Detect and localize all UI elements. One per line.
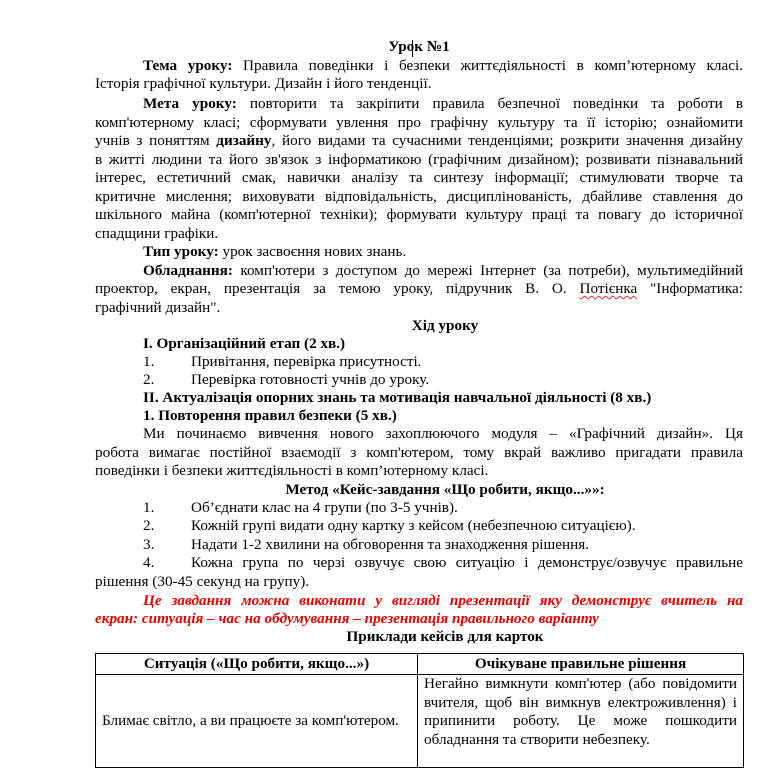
goal-line-3: учнів з поняттям дизайну, його видами та сучасними тенденціями; розкрити значення дизайну <box>95 132 743 149</box>
equipment-line-1: Обладнання: комп'ютери з доступом до мережі Інтернет (за потреби), мультимедійний <box>143 262 743 279</box>
equipment-line-3: графічний дизайн". <box>95 299 221 316</box>
table-header-row <box>96 654 744 675</box>
topic-label: Тема уроку: <box>143 57 233 74</box>
goal-bold-word: дизайну <box>216 132 272 149</box>
column-header-situation: Ситуація («Що робити, якщо...») <box>96 654 418 675</box>
cases-table <box>95 653 744 768</box>
section1-line-2: робота вимагає постійної взаємодії з комп'ютером, тому вкрай важливо пригадати правила <box>95 444 743 461</box>
lesson-type-line <box>143 243 406 261</box>
cases-heading: Приклади кейсів для карток <box>346 628 544 645</box>
goal-line-6: критичне мислення; виховувати відповідальність, дисциплінованість, дбайливе ставлення до <box>95 188 743 205</box>
situation-cell: Блимає світло, а ви працюєте за комп'ютером. <box>96 675 418 768</box>
lesson-title: Урок №1 <box>388 38 450 55</box>
note-line-2: екран: ситуація – час на обдумування – презентація правильного варіанту <box>95 610 599 627</box>
goal-line-1: Мета уроку: повторити та закріпити правила безпечної поведінки та роботи в <box>143 95 743 112</box>
flagged-word[interactable]: Потієнка <box>579 280 638 297</box>
topic-line-1: Тема уроку: Правила поведінки і безпеки життєдіяльності в комп’ютерному класі. <box>143 57 744 74</box>
stage2-heading: II. Актуалізація опорних знань та мотивація навчальної діяльності (8 хв.) <box>143 389 652 406</box>
goal-line-7: шкільного майна (комп'ютерної техніки); формувати культуру праці та повагу до історичної <box>95 206 743 223</box>
lesson-type-text: урок засвоєння нових знань. <box>222 243 407 260</box>
column-header-solution: Очікуване правильне рішення <box>418 654 744 675</box>
method-heading: Метод «Кейс-завдання «Що робити, якщо...»»: <box>285 481 605 498</box>
method-item-4-line-1: Кожна група по черзі озвучує свою ситуацію і демонструє/озвучує правильне <box>191 554 743 571</box>
section1-line-1: Ми починаємо вивчення нового захоплюючого модуля – «Графічний дизайн». Ця <box>143 425 743 442</box>
section1-line-3: поведінки і безпеки життєдіяльності в комп’ютерному класі. <box>95 462 489 479</box>
equipment-line-2: проектор, екран, презентація за темою уроку, підручник В. О. Потієнка "Інформатика: <box>95 280 743 297</box>
stage1-heading: I. Організаційний етап (2 хв.) <box>143 335 346 352</box>
lesson-type-label: Тип уроку: <box>143 243 219 260</box>
course-heading: Хід уроку <box>411 317 479 334</box>
table-row <box>96 675 744 768</box>
document-page: Урок №1 Тема уроку: Правила поведінки і безпеки життєдіяльності в комп’ютерному класі. Історія графічної культури. Дизайн і його тенденції. Мета уроку: повторити та закріпити правила безпечної поведінки та роботи в комп'ютерному класі; сформувати увлення про графічну культуру та її історію; ознайомити учнів з поняттям дизайну, його видами та сучасними тенденціями; розкрити значення дизайну в житті людини та його зв'язок з інформатикою (графічним дизайном); розвивати пізнавальний інтерес, естетичний смак, навички аналізу та синтезу інформації; стимулювати творче та критичне мислення; виховувати відповідальність, дисциплінованість, дбайливе ставлення до шкільного майна (комп'ютерної техніки); формувати культуру праці та повагу до історичної спадщини графіки. Тип уроку: урок засвоєння нових знань. Обладнання: комп'ютери з доступом до мережі Інтернет (за потреби), мультимедійний проектор, екран, презентація за темою уроку, підручник В. О. Потієнка "Інформатика: графічний дизайн". Хід уроку I. Організаційний етап (2 хв.) 1. Привітання, перевірка присутності. 2. Перевірка готовності учнів до уроку. II. Актуалізація опорних знань та мотивація навчальної діяльності (8 хв.) 1. Повторення правил безпеки (5 хв.) Ми починаємо вивчення нового захоплюючого модуля – «Графічний дизайн». Ця робота вимагає постійної взаємодії з комп'ютером, тому вкрай важливо пригадати правила поведінки і безпеки життєдіяльності в комп’ютерному класі. Метод «Кейс-завдання «Що робити, якщо...»»: 1. Об’єднати клас на 4 групи (по 3-5 учнів). 2. Кожній групі видати одну картку з кейсом (небезпечною ситуацією). 3. Надати 1-2 хвилини на обговорення та знаходження рішення. 4. Кожна група по черзі озвучує свою ситуацію і демонструє/озвучує правильне рішення (30-45 секунд на групу). Це завдання можна виконати у вигляді презентації яку демонструє вчитель на екран: ситуація – час на обдумування – презентація правильного варіанту Приклади кейсів для карток Ситуація («Що робити, якщо...») Очікуване правильне рішення Блимає світло, а ви працюєте за комп'ютером. Негайно вимкнути комп'ютер (або повідомити вчителя, щоб він вимкнув електроживлення) і припинити роботу. Це може пошкодити обладнання та створити небезпеку. <box>0 0 781 764</box>
section1-heading: 1. Повторення правил безпеки (5 хв.) <box>143 407 397 424</box>
topic-line-2: Історія графічної культури. Дизайн і його тенденції. <box>95 75 432 92</box>
solution-cell: Негайно вимкнути комп'ютер (або повідомити вчителя, щоб він вимкнув електроживлення) і припинити роботу. Це може пошкодити обладнання та створити небезпеку. <box>418 675 744 768</box>
goal-line-8: спадщини графіки. <box>95 225 219 242</box>
goal-line-2: комп'ютерному класі; сформувати увлення про графічну культуру та її історію; ознайомити <box>95 114 743 131</box>
note-line-1: Це завдання можна виконати у вигляді презентації яку демонструє вчитель на <box>143 592 743 609</box>
goal-label: Мета уроку: <box>143 95 237 112</box>
goal-line-4: в житті людини та його зв'язок з інформатикою (графічним дизайном); розвивати пізнавальний <box>95 151 743 168</box>
goal-line-5: інтерес, естетичний смак, навички аналізу та синтезу інформації; стимулювати творче та <box>95 169 743 186</box>
method-item-4-line-2: рішення (30-45 секунд на групу). <box>95 573 310 590</box>
equipment-label: Обладнання: <box>143 262 233 279</box>
